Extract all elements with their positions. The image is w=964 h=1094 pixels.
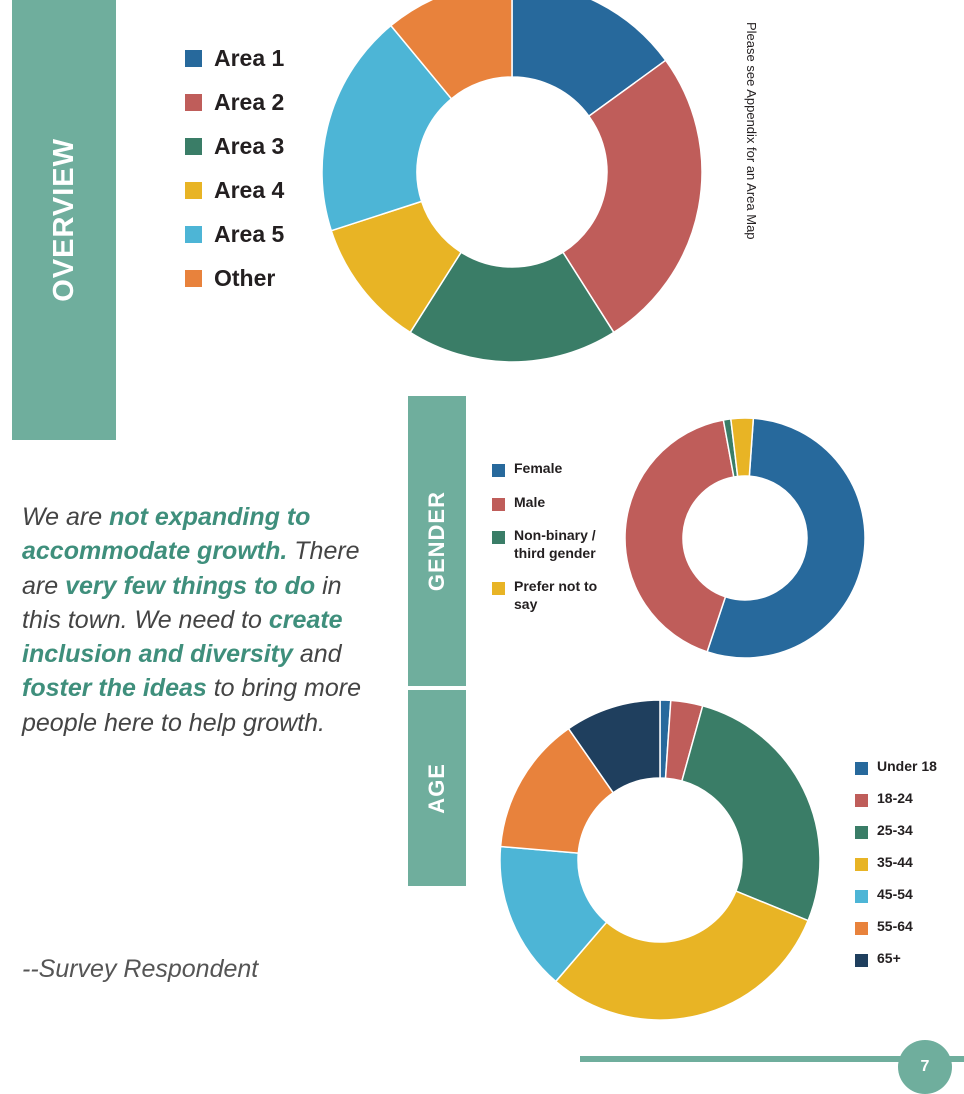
legend-swatch-icon [855,922,868,935]
legend-swatch-icon [492,498,505,511]
legend-swatch-icon [855,890,868,903]
legend-item-label: 18-24 [877,790,913,806]
legend-item-label: Area 4 [214,177,285,203]
quote-emphasis: create inclusion and diversity [22,605,343,668]
legend-item [492,494,602,512]
section-tab-gender-label: GENDER [424,490,449,592]
legend-item [185,177,284,204]
legend-swatch-icon [185,182,202,199]
respondent-quote-attribution: --Survey Respondent [22,955,259,983]
legend-area-chart [185,45,284,309]
area-donut-chart [322,0,702,367]
legend-item [185,133,284,160]
legend-item [855,790,937,807]
legend-item [185,89,284,116]
appendix-note [744,22,772,342]
quote-text: and [292,640,342,668]
legend-item-label: Male [514,493,546,510]
legend-item [855,854,937,871]
quote-text: There are [22,537,360,600]
legend-item-label: 25-34 [877,822,913,838]
section-tab-age-label: AGE [424,762,449,814]
page-number-badge: 7 [898,1040,952,1094]
legend-gender-chart [492,460,602,629]
legend-item-label: Area 1 [214,45,285,71]
legend-item-label: Area 5 [214,221,285,247]
legend-item [185,265,284,292]
donut-slice [682,706,820,921]
legend-swatch-icon [492,531,505,544]
legend-item [855,822,937,839]
section-tab-overview [12,0,116,440]
legend-age-chart [855,758,937,982]
quote-emphasis: foster the ideas [22,674,207,703]
legend-item-label: Female [514,460,563,476]
quote-emphasis: very few things to do [65,571,316,600]
legend-item-label: Area 2 [214,89,285,115]
legend-swatch-icon [492,582,505,595]
legend-swatch-icon [185,226,202,243]
legend-item-label: 35-44 [877,854,913,870]
legend-swatch-icon [855,954,868,967]
area-donut-svg [322,0,702,362]
gender-donut-chart [625,418,865,663]
legend-item-label: 65+ [877,950,901,966]
appendix-note-text: Please see Appendix for an Area Map [744,22,759,240]
legend-swatch-icon [855,762,868,775]
legend-item [855,758,937,775]
legend-swatch-icon [185,138,202,155]
legend-item [492,578,602,613]
legend-swatch-icon [185,270,202,287]
legend-swatch-icon [855,826,868,839]
gender-donut-svg [625,418,865,658]
legend-item [855,918,937,935]
age-donut-chart [500,700,820,1025]
quote-emphasis: not expanding to accommodate growth. [22,503,311,566]
legend-item-label: Prefer not to say [514,578,598,612]
legend-item [185,45,284,72]
legend-item-label: 45-54 [877,886,913,902]
legend-item-label: Under 18 [877,758,937,774]
legend-item [855,886,937,903]
legend-swatch-icon [185,94,202,111]
legend-item-label: Area 3 [214,133,285,159]
legend-item [492,460,602,478]
quote-text: to bring more people here to help growth. [22,674,362,737]
legend-item-label: Non-binary / third gender [514,527,596,561]
quote-text: in this town. We need to [22,571,342,634]
legend-item-label: Other [214,265,276,291]
legend-swatch-icon [855,794,868,807]
legend-item [185,221,284,248]
quote-text: We are [22,503,110,531]
legend-item [855,950,937,967]
legend-item-label: 55-64 [877,918,913,934]
section-tab-overview-label: OVERVIEW [47,138,80,302]
legend-swatch-icon [492,464,505,477]
legend-item [492,527,602,562]
legend-swatch-icon [855,858,868,871]
respondent-quote [22,500,382,740]
donut-slice [625,420,734,652]
legend-swatch-icon [185,50,202,67]
section-tab-gender [408,396,466,686]
section-tab-age [408,690,466,886]
age-donut-svg [500,700,820,1020]
